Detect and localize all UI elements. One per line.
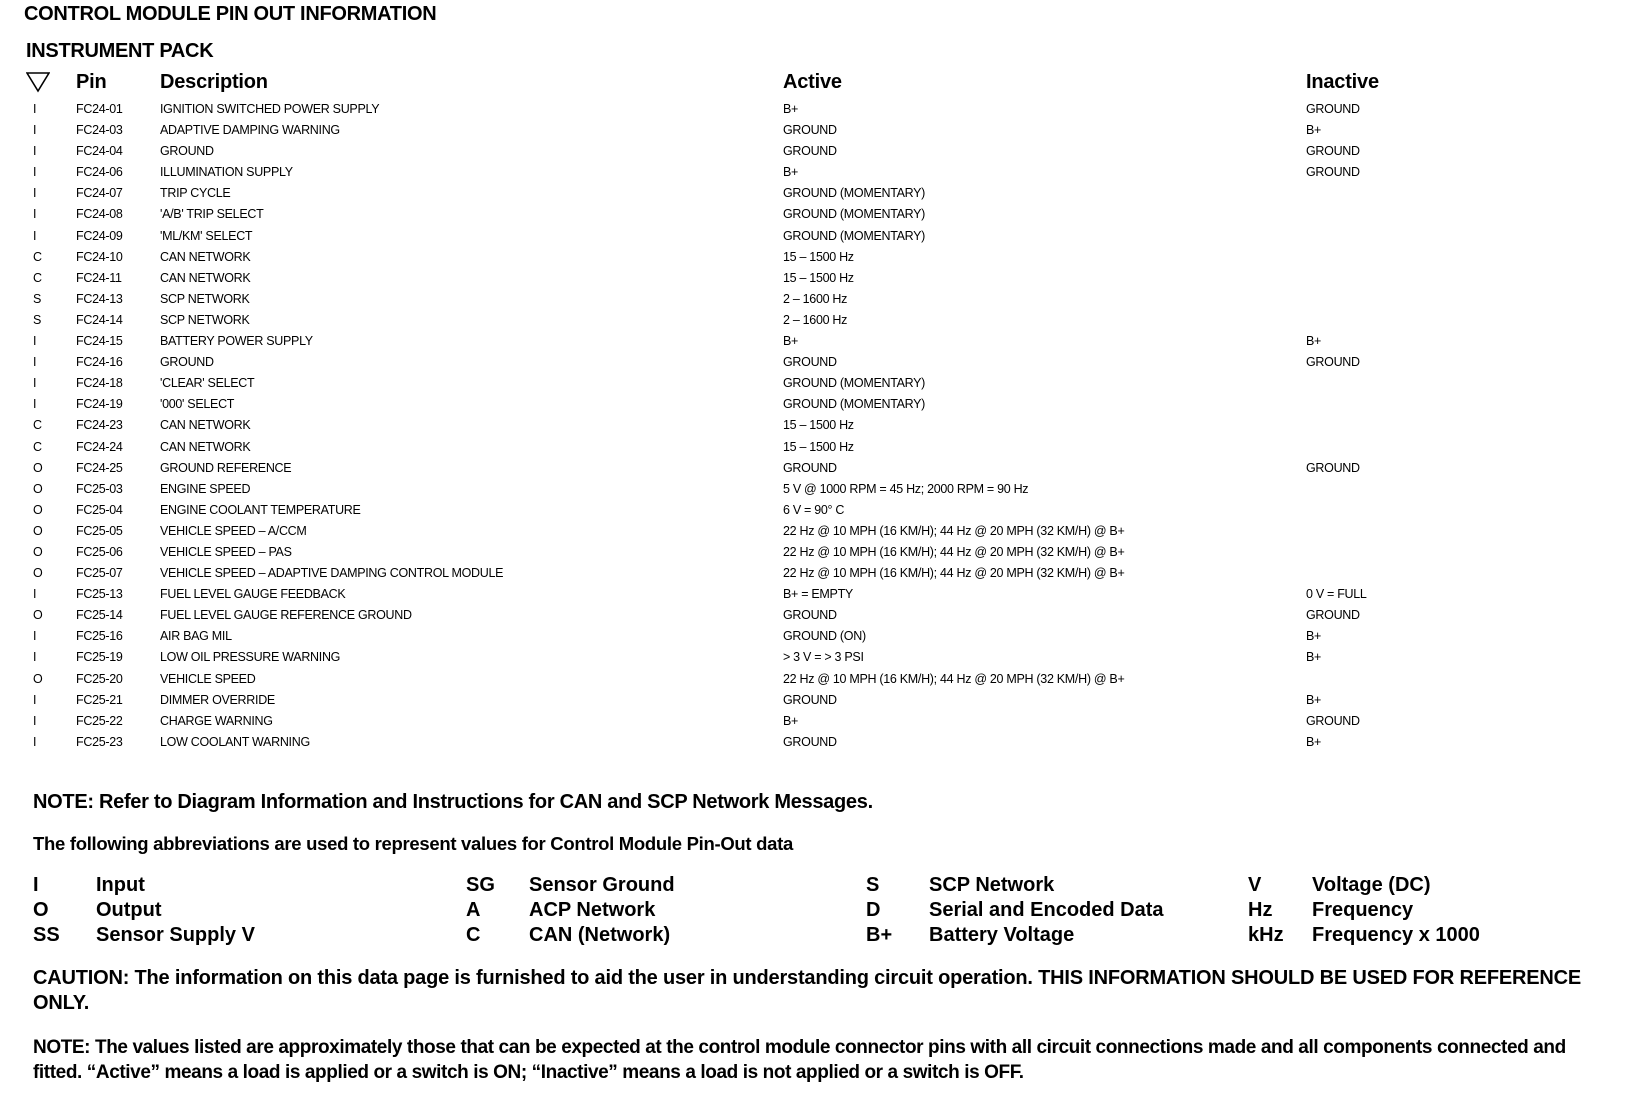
pin-type: I xyxy=(33,334,37,349)
table-row xyxy=(0,268,1600,289)
pin-type: I xyxy=(33,355,37,370)
table-row xyxy=(0,310,1600,331)
active-value: 5 V @ 1000 RPM = 45 Hz; 2000 RPM = 90 Hz xyxy=(783,481,1029,496)
header-active: Active xyxy=(783,71,842,93)
abbreviation-code: A xyxy=(466,899,481,921)
pin-description: TRIP CYCLE xyxy=(160,186,231,201)
pin-id: FC25-05 xyxy=(76,523,123,538)
abbreviation-code: O xyxy=(33,899,49,921)
pin-type: I xyxy=(33,650,37,665)
inactive-value: B+ xyxy=(1306,629,1322,644)
pin-type: I xyxy=(33,165,37,180)
pin-id: FC24-23 xyxy=(76,418,123,433)
pin-description: 'ML/KM' SELECT xyxy=(160,228,253,243)
table-row xyxy=(0,584,1600,605)
pin-id: FC24-19 xyxy=(76,397,123,412)
caution-text: CAUTION: The information on this data page is furnished to aid the user in understanding circuit operation. THIS INFORMATION SHOULD BE USED FOR REFERENCE ONLY. xyxy=(33,967,1581,1014)
inactive-value: GROUND xyxy=(1306,102,1360,116)
pin-id: FC24-24 xyxy=(76,439,123,454)
table-row xyxy=(0,415,1600,436)
table-row xyxy=(0,226,1600,247)
pin-type: I xyxy=(33,713,37,728)
active-value: 2 – 1600 Hz xyxy=(783,312,848,327)
pin-description: CAN NETWORK xyxy=(160,418,251,433)
active-value: GROUND xyxy=(783,123,837,138)
abbreviation-code: SS xyxy=(33,924,60,946)
table-header xyxy=(0,71,1600,97)
table-row xyxy=(0,394,1600,415)
pin-id: FC25-06 xyxy=(76,544,123,559)
table-row xyxy=(0,183,1600,204)
inactive-value: GROUND xyxy=(1306,713,1360,728)
table-row xyxy=(0,711,1600,732)
pin-id: FC24-13 xyxy=(76,291,123,306)
pin-type: I xyxy=(33,376,37,391)
active-value: 15 – 1500 Hz xyxy=(783,249,854,264)
pin-type: O xyxy=(33,502,43,517)
pin-type: I xyxy=(33,629,37,644)
pin-description: AIR BAG MIL xyxy=(160,629,232,644)
abbreviation-code: V xyxy=(1248,874,1262,896)
table-row xyxy=(0,626,1600,647)
pin-id: FC25-21 xyxy=(76,692,123,707)
abbreviation-meaning: Serial and Encoded Data xyxy=(929,899,1164,921)
abbreviation-meaning: Sensor Ground xyxy=(529,874,675,896)
inactive-value: B+ xyxy=(1306,650,1322,665)
header-description: Description xyxy=(160,71,268,93)
inactive-value: GROUND xyxy=(1306,608,1360,623)
pin-id: FC25-19 xyxy=(76,650,123,665)
header-inactive: Inactive xyxy=(1306,71,1379,93)
pin-description: ADAPTIVE DAMPING WARNING xyxy=(160,123,340,138)
pin-description: VEHICLE SPEED – ADAPTIVE DAMPING CONTROL MODULE xyxy=(160,566,504,581)
active-value: GROUND xyxy=(783,608,837,623)
table-row xyxy=(0,521,1600,542)
inactive-value: B+ xyxy=(1306,334,1322,349)
pin-description: SCP NETWORK xyxy=(160,291,250,306)
abbreviation-code: B+ xyxy=(866,924,893,946)
pin-id: FC24-15 xyxy=(76,334,123,349)
active-value: GROUND (ON) xyxy=(783,629,866,644)
table-row xyxy=(0,204,1600,225)
pin-description: BATTERY POWER SUPPLY xyxy=(160,334,313,349)
active-value: 22 Hz @ 10 MPH (16 KM/H); 44 Hz @ 20 MPH (32 KM/H) @ B+ xyxy=(783,671,1125,686)
active-value: B+ xyxy=(783,165,799,180)
abbreviation-code: D xyxy=(866,899,881,921)
active-value: 6 V = 90° C xyxy=(783,502,845,517)
pin-description: IGNITION SWITCHED POWER SUPPLY xyxy=(160,102,380,116)
abbreviation-meaning: Battery Voltage xyxy=(929,924,1075,946)
pin-id: FC25-04 xyxy=(76,502,123,517)
active-value: GROUND (MOMENTARY) xyxy=(783,207,926,222)
pin-description: CAN NETWORK xyxy=(160,249,251,264)
active-value: 2 – 1600 Hz xyxy=(783,291,848,306)
pin-description: VEHICLE SPEED xyxy=(160,671,256,686)
pin-description: CAN NETWORK xyxy=(160,270,251,285)
pin-id: FC24-14 xyxy=(76,312,123,327)
active-value: > 3 V = > 3 PSI xyxy=(783,650,864,665)
table-row xyxy=(0,352,1600,373)
abbreviation-meaning: Frequency x 1000 xyxy=(1312,924,1480,946)
pin-type: S xyxy=(33,291,42,306)
pin-description: 'CLEAR' SELECT xyxy=(160,376,255,391)
pin-description: ENGINE SPEED xyxy=(160,481,251,496)
pin-id: FC25-07 xyxy=(76,566,123,581)
inactive-value: B+ xyxy=(1306,734,1322,749)
table-row xyxy=(0,141,1600,162)
inactive-value: GROUND xyxy=(1306,460,1360,475)
pin-id: FC24-04 xyxy=(76,144,123,159)
pin-id: FC25-14 xyxy=(76,608,123,623)
abbreviation-meaning: ACP Network xyxy=(529,899,656,921)
table-row xyxy=(0,373,1600,394)
table-row xyxy=(0,690,1600,711)
pin-id: FC24-11 xyxy=(76,270,122,285)
abbreviation-meaning: Sensor Supply V xyxy=(96,924,255,946)
pin-type: I xyxy=(33,186,37,201)
pin-type: C xyxy=(33,249,42,264)
pin-id: FC25-13 xyxy=(76,587,123,602)
table-row xyxy=(0,732,1600,753)
active-value: GROUND xyxy=(783,144,837,159)
pin-id: FC25-03 xyxy=(76,481,123,496)
pin-description: GROUND xyxy=(160,144,214,159)
pin-id: FC25-23 xyxy=(76,734,123,749)
pin-description: SCP NETWORK xyxy=(160,312,250,327)
pin-id: FC24-10 xyxy=(76,249,123,264)
pin-type: I xyxy=(33,144,37,159)
pin-type: I xyxy=(33,587,37,602)
active-value: 22 Hz @ 10 MPH (16 KM/H); 44 Hz @ 20 MPH (32 KM/H) @ B+ xyxy=(783,544,1125,559)
section-title: INSTRUMENT PACK xyxy=(26,40,214,62)
pin-description: VEHICLE SPEED – PAS xyxy=(160,544,292,559)
pin-type: I xyxy=(33,397,37,412)
pin-id: FC24-06 xyxy=(76,165,123,180)
pin-type: C xyxy=(33,439,42,454)
pin-description: 'A/B' TRIP SELECT xyxy=(160,207,264,222)
pin-description: FUEL LEVEL GAUGE REFERENCE GROUND xyxy=(160,608,412,623)
pin-type: O xyxy=(33,566,43,581)
pin-type: C xyxy=(33,270,42,285)
active-value: 15 – 1500 Hz xyxy=(783,439,854,454)
pin-description: ILLUMINATION SUPPLY xyxy=(160,165,293,180)
abbreviation-meaning: Voltage (DC) xyxy=(1312,874,1431,896)
pin-description: CHARGE WARNING xyxy=(160,713,273,728)
active-value: GROUND xyxy=(783,460,837,475)
active-value: 15 – 1500 Hz xyxy=(783,418,854,433)
pin-type: I xyxy=(33,228,37,243)
active-value: GROUND (MOMENTARY) xyxy=(783,228,926,243)
table-row xyxy=(0,605,1600,626)
pin-type: O xyxy=(33,544,43,559)
abbreviation-code: kHz xyxy=(1248,924,1284,946)
inactive-value: B+ xyxy=(1306,123,1322,138)
pin-id: FC25-22 xyxy=(76,713,123,728)
header-pin: Pin xyxy=(76,71,107,93)
inactive-value: GROUND xyxy=(1306,165,1360,180)
active-value: 22 Hz @ 10 MPH (16 KM/H); 44 Hz @ 20 MPH (32 KM/H) @ B+ xyxy=(783,566,1125,581)
table-row xyxy=(0,331,1600,352)
table-row xyxy=(0,99,1600,120)
pin-id: FC24-18 xyxy=(76,376,123,391)
pin-type: O xyxy=(33,671,43,686)
pin-type: I xyxy=(33,207,37,222)
active-value: GROUND (MOMENTARY) xyxy=(783,376,926,391)
active-value: GROUND (MOMENTARY) xyxy=(783,397,926,412)
pin-description: ENGINE COOLANT TEMPERATURE xyxy=(160,502,361,517)
pin-type: O xyxy=(33,481,43,496)
pin-description: FUEL LEVEL GAUGE FEEDBACK xyxy=(160,587,346,602)
table-row xyxy=(0,669,1600,690)
pin-type: C xyxy=(33,418,42,433)
table-row xyxy=(0,289,1600,310)
pin-type: I xyxy=(33,734,37,749)
active-value: GROUND (MOMENTARY) xyxy=(783,186,926,201)
pin-description: DIMMER OVERRIDE xyxy=(160,692,275,707)
abbreviation-meaning: Output xyxy=(96,899,162,921)
pin-id: FC24-07 xyxy=(76,186,123,201)
active-value: B+ xyxy=(783,102,799,116)
active-value: B+ = EMPTY xyxy=(783,587,853,602)
pin-type: I xyxy=(33,692,37,707)
table-row xyxy=(0,162,1600,183)
active-value: GROUND xyxy=(783,692,837,707)
pin-type: O xyxy=(33,523,43,538)
pin-description: LOW COOLANT WARNING xyxy=(160,734,310,749)
pin-description: '000' SELECT xyxy=(160,397,235,412)
pin-table xyxy=(0,99,1600,753)
table-row xyxy=(0,247,1600,268)
inactive-value: B+ xyxy=(1306,692,1322,707)
pin-id: FC24-09 xyxy=(76,228,123,243)
active-value: B+ xyxy=(783,713,799,728)
pin-type: O xyxy=(33,460,43,475)
abbreviation-meaning: Frequency xyxy=(1312,899,1414,921)
active-value: 15 – 1500 Hz xyxy=(783,270,854,285)
pin-id: FC24-01 xyxy=(76,102,123,116)
inactive-value: 0 V = FULL xyxy=(1306,587,1367,602)
pin-description: LOW OIL PRESSURE WARNING xyxy=(160,650,341,665)
pin-description: GROUND xyxy=(160,355,214,370)
table-row xyxy=(0,647,1600,668)
network-note: NOTE: Refer to Diagram Information and Instructions for CAN and SCP Network Messages. xyxy=(33,791,873,813)
pin-description: CAN NETWORK xyxy=(160,439,251,454)
pin-id: FC24-25 xyxy=(76,460,123,475)
pin-type: O xyxy=(33,608,43,623)
table-row xyxy=(0,437,1600,458)
table-row xyxy=(0,563,1600,584)
pin-type: I xyxy=(33,102,37,116)
active-value: GROUND xyxy=(783,355,837,370)
active-value: 22 Hz @ 10 MPH (16 KM/H); 44 Hz @ 20 MPH (32 KM/H) @ B+ xyxy=(783,523,1125,538)
abbreviation-code: Hz xyxy=(1248,899,1273,921)
abbreviation-code: I xyxy=(33,874,39,896)
abbreviation-meaning: CAN (Network) xyxy=(529,924,671,946)
pin-type: S xyxy=(33,312,42,327)
table-row xyxy=(0,479,1600,500)
page-title: CONTROL MODULE PIN OUT INFORMATION xyxy=(24,3,437,25)
pin-id: FC25-20 xyxy=(76,671,123,686)
abbreviation-code: S xyxy=(866,874,880,896)
inactive-value: GROUND xyxy=(1306,355,1360,370)
pin-description: VEHICLE SPEED – A/CCM xyxy=(160,523,307,538)
table-row xyxy=(0,542,1600,563)
values-note: NOTE: The values listed are approximately those that can be expected at the control module connector pins with all circuit connections made and all components connected and fitted. “Active” means a load is applied or a switch is ON; “Inactive” means a load is not applied or a switch is OFF. xyxy=(33,1037,1566,1083)
pin-id: FC24-08 xyxy=(76,207,123,222)
pin-id: FC24-16 xyxy=(76,355,123,370)
table-row xyxy=(0,120,1600,141)
triangle-icon xyxy=(26,71,50,99)
pin-description: GROUND REFERENCE xyxy=(160,460,292,475)
abbreviation-meaning: Input xyxy=(96,874,145,896)
pin-id: FC25-16 xyxy=(76,629,123,644)
table-row xyxy=(0,458,1600,479)
pin-type: I xyxy=(33,123,37,138)
active-value: B+ xyxy=(783,334,799,349)
abbreviations-intro: The following abbreviations are used to represent values for Control Module Pin-Out data xyxy=(33,833,793,854)
inactive-value: GROUND xyxy=(1306,144,1360,159)
pin-id: FC24-03 xyxy=(76,123,123,138)
table-row xyxy=(0,500,1600,521)
active-value: GROUND xyxy=(783,734,837,749)
abbreviation-code: SG xyxy=(466,874,495,896)
abbreviation-code: C xyxy=(466,924,481,946)
abbreviations-legend xyxy=(33,873,1593,951)
abbreviation-meaning: SCP Network xyxy=(929,874,1055,896)
